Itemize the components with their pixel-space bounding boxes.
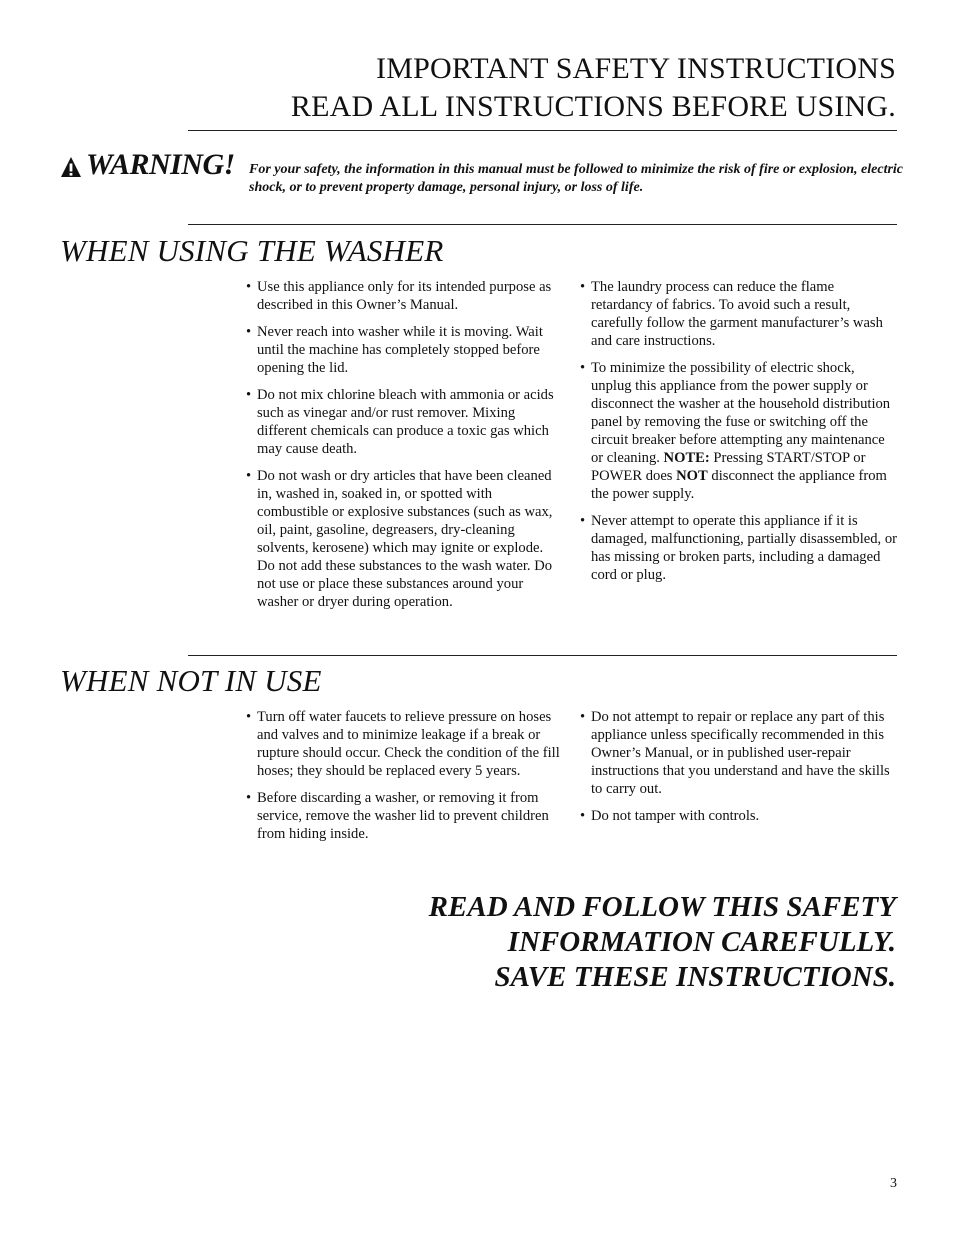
- bullet-mark: •: [580, 279, 586, 295]
- bullet-mark: •: [580, 709, 586, 725]
- list-item-text: Turn off water faucets to relieve pressure on hoses and valves and to minimize leakage if a break or rupture should occur. Check the condition of the fill hoses; they should be replaced every 5 years.: [257, 709, 560, 779]
- warning-divider: [188, 224, 897, 225]
- section-divider: [188, 655, 897, 656]
- list-item-text: Before discarding a washer, or removing it from service, remove the washer lid to prevent children from hiding inside.: [257, 790, 549, 842]
- using-left-column: [246, 278, 564, 620]
- bullet-mark: •: [246, 387, 252, 403]
- bullet-mark: •: [580, 513, 586, 529]
- list-item-text: Do not wash or dry articles that have been cleaned in, washed in, soaked in, or spotted with combustible or explosive substances (such as wax, oil, paint, gasoline, degreasers, dry-cleaning solvents, kerosene) which may ignite or explode. Do not add these substances to the wash water. Do not use or place these substances around your washer or dryer during operation.: [257, 468, 553, 610]
- list-item: [580, 708, 898, 798]
- list-item-text: To minimize the possibility of electric shock, unplug this appliance from the power supply or disconnect the washer at the household distribution panel by removing the fuse or switching off the circuit breaker before attempting any maintenance or cleaning.: [591, 360, 891, 466]
- footer-line-1: READ AND FOLLOW THIS SAFETY: [428, 891, 896, 923]
- section-title-using: WHEN USING THE WASHER: [60, 233, 444, 268]
- list-item: [246, 278, 564, 314]
- list-item: [580, 278, 898, 350]
- list-item-text: Never attempt to operate this appliance if it is damaged, malfunctioning, partially disassembled, or has missing or broken parts, including a damaged cord or plug.: [591, 513, 897, 583]
- note-emphasis-not: NOT: [676, 468, 708, 484]
- note-label: NOTE:: [663, 450, 710, 466]
- warning-text: For your safety, the information in this manual must be followed to minimize the risk of fire or explosion, electric shock, or to prevent property damage, personal injury, or loss of life.: [249, 162, 904, 195]
- header-divider: [188, 130, 897, 131]
- list-item-text: The laundry process can reduce the flame retardancy of fabrics. To avoid such a result, carefully follow the garment manufacturer’s wash and care instructions.: [591, 279, 883, 349]
- list-item: [580, 807, 898, 825]
- note-text-b: disconnect the appliance from the power supply.: [591, 468, 887, 502]
- note-text-a: Pressing START/STOP or POWER does: [591, 450, 866, 484]
- bullet-mark: •: [246, 468, 252, 484]
- list-item-text: Do not tamper with controls.: [591, 808, 760, 824]
- bullet-mark: •: [246, 279, 252, 295]
- warning-heading: [60, 148, 235, 182]
- bullet-mark: •: [580, 360, 586, 376]
- page-number: 3: [890, 1176, 897, 1191]
- section-title-not-in-use: WHEN NOT IN USE: [60, 663, 322, 698]
- save-instructions-message: [429, 890, 896, 995]
- list-item-text: Use this appliance only for its intended purpose as described in this Owner’s Manual.: [257, 279, 552, 313]
- bullet-mark: •: [580, 808, 586, 824]
- page-header: [291, 50, 896, 126]
- list-item-text: Do not attempt to repair or replace any part of this appliance unless specifically recommended in this Owner’s Manual, or in published user-repair instructions that you understand and have the skills to carry out.: [591, 709, 890, 797]
- list-item: [246, 789, 564, 843]
- warning-triangle-icon: [60, 156, 82, 178]
- list-item-electric-shock: [580, 359, 898, 503]
- list-item: [246, 386, 564, 458]
- list-item: [246, 323, 564, 377]
- not-in-use-left-column: [246, 708, 564, 852]
- bullet-mark: •: [246, 709, 252, 725]
- header-title-line-1: IMPORTANT SAFETY INSTRUCTIONS: [376, 52, 896, 85]
- not-in-use-right-column: [580, 708, 898, 834]
- list-item-text: Do not mix chlorine bleach with ammonia or acids such as vinegar and/or rust remover. Mixing different chemicals can produce a toxic gas which may cause death.: [257, 387, 554, 457]
- footer-line-3: SAVE THESE INSTRUCTIONS.: [494, 961, 896, 993]
- footer-line-2: INFORMATION CAREFULLY.: [507, 926, 896, 958]
- list-item: [580, 512, 898, 584]
- list-item: [246, 708, 564, 780]
- bullet-mark: •: [246, 324, 252, 340]
- warning-label: WARNING!: [86, 148, 235, 181]
- bullet-mark: •: [246, 790, 252, 806]
- header-title-line-2: READ ALL INSTRUCTIONS BEFORE USING.: [290, 90, 896, 123]
- list-item-text: Never reach into washer while it is moving. Wait until the machine has completely stopped before opening the lid.: [257, 324, 543, 376]
- using-right-column: [580, 278, 898, 593]
- list-item: [246, 467, 564, 611]
